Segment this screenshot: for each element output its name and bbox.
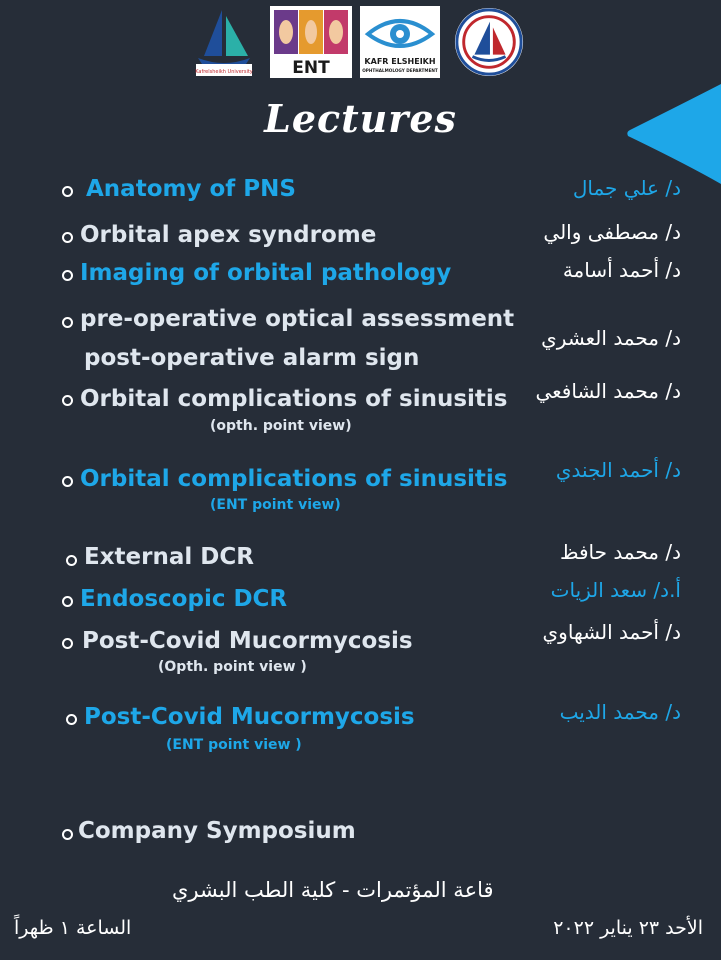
time-text: الساعة ١ ظهراً: [14, 917, 132, 939]
bullet-icon: [62, 186, 73, 197]
ent-logo-text: ENT: [292, 58, 330, 78]
bullet-icon: [62, 596, 73, 607]
lecture-title: Orbital apex syndrome: [80, 222, 377, 248]
lecture-speaker: د/ محمد الشافعي: [535, 379, 681, 403]
ent-logo: [270, 6, 352, 78]
lecture-subtitle: (ENT point view): [210, 497, 341, 513]
lecture-speaker: أ.د/ سعد الزيات: [550, 578, 681, 602]
bullet-icon: [62, 829, 73, 840]
lecture-title: Post-Covid Mucormycosis: [82, 628, 413, 654]
bullet-icon: [66, 714, 77, 725]
lecture-title: Post-Covid Mucormycosis: [84, 704, 415, 730]
lecture-speaker: د/ علي جمال: [572, 176, 681, 200]
lecture-title: Orbital complications of sinusitis: [80, 466, 508, 492]
lecture-title: Company Symposium: [78, 818, 356, 844]
bullet-icon: [62, 270, 73, 281]
ophthalmology-logo-line1: KAFR ELSHEIKH: [364, 57, 436, 66]
lecture-speaker: د/ محمد الديب: [559, 700, 681, 724]
bullet-icon: [66, 555, 77, 566]
pointer-arrow-icon: [626, 84, 721, 184]
lecture-speaker: د/ محمد حافظ: [559, 540, 681, 564]
bullet-icon: [62, 638, 73, 649]
lecture-speaker: د/ مصطفى والي: [543, 220, 681, 244]
bullet-icon: [62, 317, 73, 328]
bullet-icon: [62, 232, 73, 243]
lecture-title: External DCR: [84, 544, 254, 570]
lecture-subtitle: (ENT point view ): [166, 737, 302, 753]
lecture-subtitle: (Opth. point view ): [158, 659, 307, 675]
ophthalmology-logo-line2: OPHTHALMOLOGY DEPARTMENT: [362, 68, 438, 73]
bullet-icon: [62, 476, 73, 487]
page-title: Lectures: [264, 96, 457, 141]
bullet-icon: [62, 395, 73, 406]
lecture-title: Endoscopic DCR: [80, 586, 288, 612]
lecture-title: Orbital complications of sinusitis: [80, 386, 508, 412]
lecture-speaker: د/ أحمد الجندي: [555, 458, 681, 482]
lecture-title-line2: post-operative alarm sign: [84, 345, 420, 371]
university-logo: [192, 6, 256, 78]
lecture-title: Imaging of orbital pathology: [80, 260, 452, 286]
ophthalmology-logo: [360, 6, 440, 78]
lecture-title: pre-operative optical assessment: [80, 306, 515, 332]
lecture-speaker: د/ محمد العشري: [541, 326, 681, 350]
lecture-title: Anatomy of PNS: [86, 176, 296, 202]
university-logo-text: Kafrelsheikh University: [195, 69, 253, 75]
date-text: الأحد ٢٣ يناير ٢٠٢٢: [553, 917, 703, 939]
faculty-seal-logo: [452, 6, 526, 78]
venue-text: قاعة المؤتمرات - كلية الطب البشري: [172, 878, 494, 902]
lecture-subtitle: (opth. point view): [210, 418, 352, 434]
lecture-speaker: د/ أحمد أسامة: [562, 258, 681, 282]
lecture-speaker: د/ أحمد الشهاوي: [542, 620, 681, 644]
